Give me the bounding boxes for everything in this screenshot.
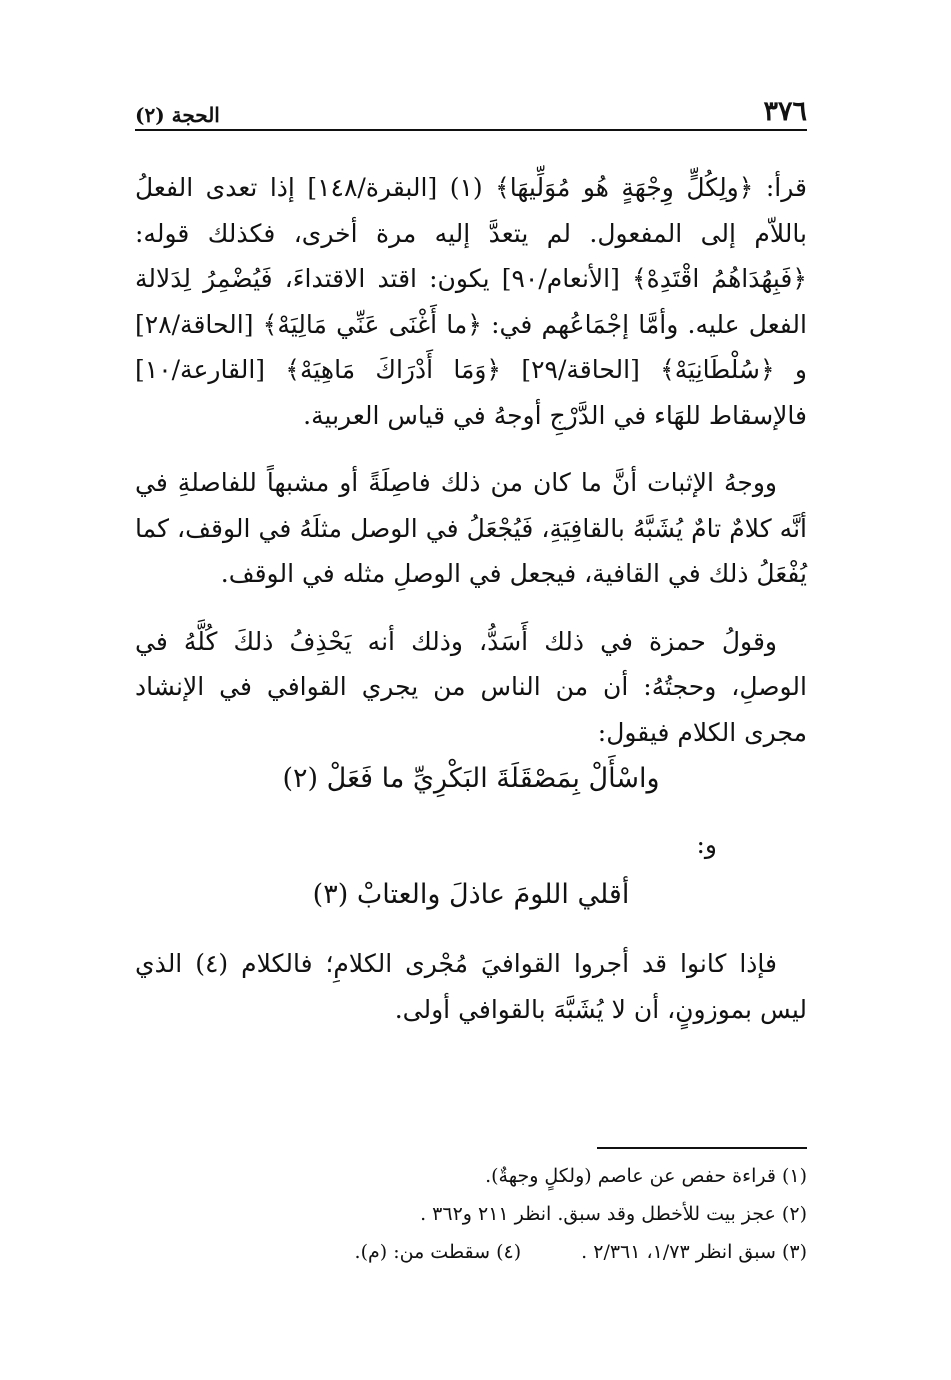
verse-1: واسْأَلْ بِمَصْقَلَةَ البَكْرِيِّ ما فَعَلْ (٢) bbox=[282, 763, 660, 794]
paragraph-4: فإذا كانوا قد أجروا القوافيَ مُجْرى الكلامِ؛ فالكلام (٤) الذي ليس بموزونٍ، أن لا يُشَبَّهَ بالقوافي أولى. bbox=[135, 949, 807, 1024]
page bbox=[135, 95, 807, 1295]
paragraph-2: ووجهُ الإثبات أنَّ ما كان من ذلك فاصِلَةً أو مشبهاً للفاصلةِ في أنَّه كلامٌ تامٌ يُشَبَّهُ بالقافِيَةِ، فَيُجْعَلُ في الوصل مثلَهُ في الوقف، كما يُفْعَلُ ذلك في القافية، فيجعل في الوصلِ مثله في الوقف. bbox=[135, 468, 807, 588]
verse-connector: و: bbox=[696, 830, 717, 859]
footnote-divider bbox=[597, 1147, 807, 1149]
body-text bbox=[135, 165, 807, 1032]
footnotes bbox=[135, 1157, 807, 1271]
footnote-row bbox=[135, 1233, 807, 1271]
verse-2: أقلي اللومَ عاذلَ والعتابْ (٣) bbox=[312, 879, 630, 910]
page-number: ٣٧٦ bbox=[763, 96, 807, 127]
running-title: الحجة (٢) bbox=[135, 103, 220, 127]
paragraph-3: وقولُ حمزة في ذلك أَسَدُّ، وذلك أنه يَحْذِفُ ذلكَ كُلَّهُ في الوصلِ، وحجتُهُ: أن من الناس من يجري القوافي في الإنشاد مجرى الكلام فيقول: bbox=[135, 626, 807, 747]
footnote-2: (٢) عجز بيت للأخطل وقد سبق. انظر ٢١١ و٣٦٢ . bbox=[420, 1203, 807, 1225]
footnote-4: (٤) سقطت من: (م). bbox=[354, 1241, 522, 1263]
footnote-1: (١) قراءة حفص عن عاصم (ولكلٍ وجهةٌ). bbox=[485, 1165, 807, 1187]
footnote-3: (٣) سبق انظر ١/٧٣، ٢/٣٦١ . bbox=[581, 1241, 807, 1263]
paragraph-1: قرأ: ﴿ولِكُلٍّ وِجْهَةٍ هُو مُوَلِّيهَا﴾ (١) [البقرة/١٤٨] إذا تعدى الفعلُ باللاّم إلى المفعول. لم يتعدَّ إليه مرة أخرى، فكذلك قوله: ﴿فَبِهُدَاهُمُ اقْتَدِهْ﴾ [الأنعام/٩٠] يكون: اقتد الاقتداءَ، فَيُضْمِرُ لِدَلالة الفعل عليه. وأمَّا إجْمَاعُهم في: ﴿ما أَغْنَى عَنِّي مَالِيَهْ﴾ [الحاقة/٢٨] و ﴿سُلْطَانِيَهْ﴾ [الحاقة/٢٩] ﴿وَمَا أَدْرَاكَ مَاهِيَهْ﴾ [القارعة/١٠] فالإسقاط للهَاء في الدَّرْجِ أوجهُ في قياس العربية. bbox=[135, 173, 807, 430]
page-header bbox=[135, 95, 807, 131]
